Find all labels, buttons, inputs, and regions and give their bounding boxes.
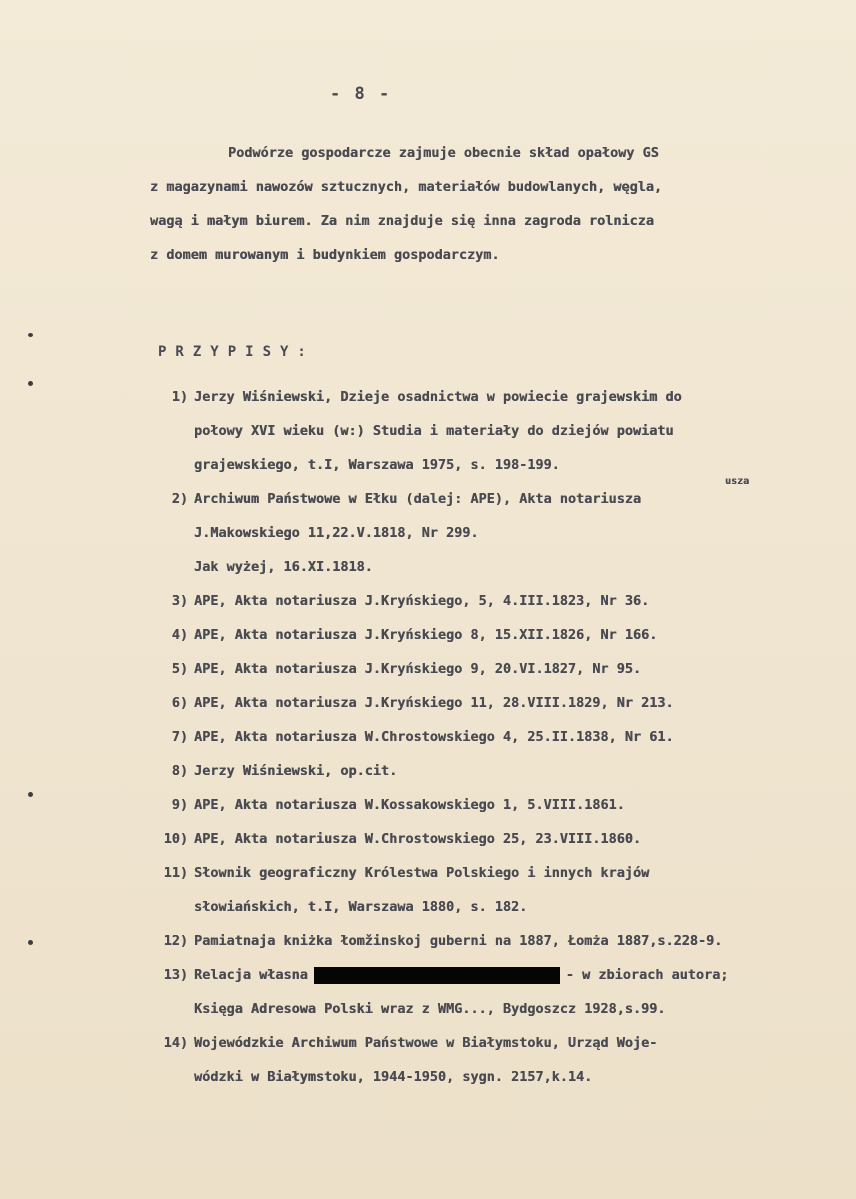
- footnote-number: 14): [163, 1035, 188, 1051]
- redaction-bar: [314, 967, 560, 984]
- footnote-text: Wojewódzkie Archiwum Państwowe w Białymstoku, Urząd Woje-: [194, 1035, 658, 1051]
- footnote-text: połowy XVI wieku (w:) Studia i materiały do dziejów powiatu: [194, 423, 674, 439]
- footnotes-list: [140, 380, 830, 1094]
- footnote-number: 5): [171, 661, 188, 677]
- punch-hole-mark: [28, 333, 33, 337]
- punch-hole-mark: [28, 940, 33, 945]
- footnote-text: słowiańskich, t.I, Warszawa 1880, s. 182.: [194, 899, 528, 915]
- footnote-text: APE, Akta notariusza W.Chrostowskiego 25, 23.VIII.1860.: [194, 831, 642, 847]
- footnote-number: 13): [163, 967, 188, 983]
- footnote-13: [140, 958, 830, 1026]
- footnote-text: Archiwum Państwowe w Ełku (dalej: APE), Akta notariusza: [194, 491, 642, 507]
- footnote-text: Księga Adresowa Polski wraz z WMG..., Bydgoszcz 1928,s.99.: [194, 1001, 666, 1017]
- footnote-text: grajewskiego, t.I, Warszawa 1975, s. 198-199.: [194, 457, 560, 473]
- footnote-text: Pamiatnaja kniżka łomžinskoj guberni na 1887, Łomża 1887,s.228-9.: [194, 933, 723, 949]
- footnotes-heading: PRZYPISY:: [158, 344, 315, 360]
- footnote-12: [140, 924, 830, 958]
- paragraph-line: wagą i małym biurem. Za nim znajduje się inna zagroda rolnicza: [150, 213, 654, 229]
- handwritten-insertion: usza: [725, 476, 750, 487]
- footnote-number: 11): [163, 865, 188, 881]
- footnote-11: [140, 856, 830, 924]
- footnote-8: [140, 754, 830, 788]
- footnote-number: 12): [163, 933, 188, 949]
- footnote-number: 7): [171, 729, 188, 745]
- page-number: - 8 -: [330, 84, 392, 104]
- footnote-text: APE, Akta notariusza W.Kossakowskiego 1, 5.VIII.1861.: [194, 797, 625, 813]
- footnote-3: [140, 584, 830, 618]
- footnote-number: 2): [171, 491, 188, 507]
- footnote-text: APE, Akta notariusza J.Kryńskiego, 5, 4.III.1823, Nr 36.: [194, 593, 650, 609]
- footnote-2: [140, 476, 830, 584]
- paragraph-line: z domem murowanym i budynkiem gospodarczym.: [150, 247, 500, 263]
- footnote-text: Słownik geograficzny Królestwa Polskiego i innych krajów: [194, 865, 650, 881]
- footnote-text: wódzki w Białymstoku, 1944-1950, sygn. 2157,k.14.: [194, 1069, 593, 1085]
- footnote-text: APE, Akta notariusza W.Chrostowskiego 4, 25.II.1838, Nr 61.: [194, 729, 674, 745]
- footnote-text: - w zbiorach autora;: [565, 967, 729, 983]
- footnote-10: [140, 822, 830, 856]
- footnote-14: [140, 1026, 830, 1094]
- paragraph-line: z magazynami nawozów sztucznych, materiałów budowlanych, węgla,: [150, 179, 663, 195]
- footnote-6: [140, 686, 830, 720]
- footnote-1: [140, 380, 830, 482]
- footnote-text: APE, Akta notariusza J.Kryńskiego 8, 15.XII.1826, Nr 166.: [194, 627, 658, 643]
- footnote-9: [140, 788, 830, 822]
- punch-hole-mark: [28, 381, 33, 386]
- punch-hole-mark: [28, 792, 33, 797]
- footnote-number: 6): [171, 695, 188, 711]
- footnote-number: 1): [171, 389, 188, 405]
- footnote-number: 3): [171, 593, 188, 609]
- footnote-text: APE, Akta notariusza J.Kryńskiego 9, 20.VI.1827, Nr 95.: [194, 661, 642, 677]
- footnote-text: Jerzy Wiśniewski, op.cit.: [194, 763, 398, 779]
- footnote-text: Jerzy Wiśniewski, Dzieje osadnictwa w powiecie grajewskim do: [194, 389, 682, 405]
- footnote-text: Relacja własna: [194, 967, 308, 983]
- footnote-7: [140, 720, 830, 754]
- footnote-5: [140, 652, 830, 686]
- footnote-text: APE, Akta notariusza J.Kryńskiego 11, 28.VIII.1829, Nr 213.: [194, 695, 674, 711]
- footnote-number: 8): [171, 763, 188, 779]
- footnote-text: J.Makowskiego 11,22.V.1818, Nr 299.: [194, 525, 479, 541]
- paragraph-line: Podwórze gospodarcze zajmuje obecnie skład opałowy GS: [228, 145, 659, 161]
- footnote-4: [140, 618, 830, 652]
- footnote-number: 9): [171, 797, 188, 813]
- body-paragraph: [150, 136, 790, 272]
- footnote-number: 10): [163, 831, 188, 847]
- footnote-text: Jak wyżej, 16.XI.1818.: [194, 559, 373, 575]
- footnote-number: 4): [171, 627, 188, 643]
